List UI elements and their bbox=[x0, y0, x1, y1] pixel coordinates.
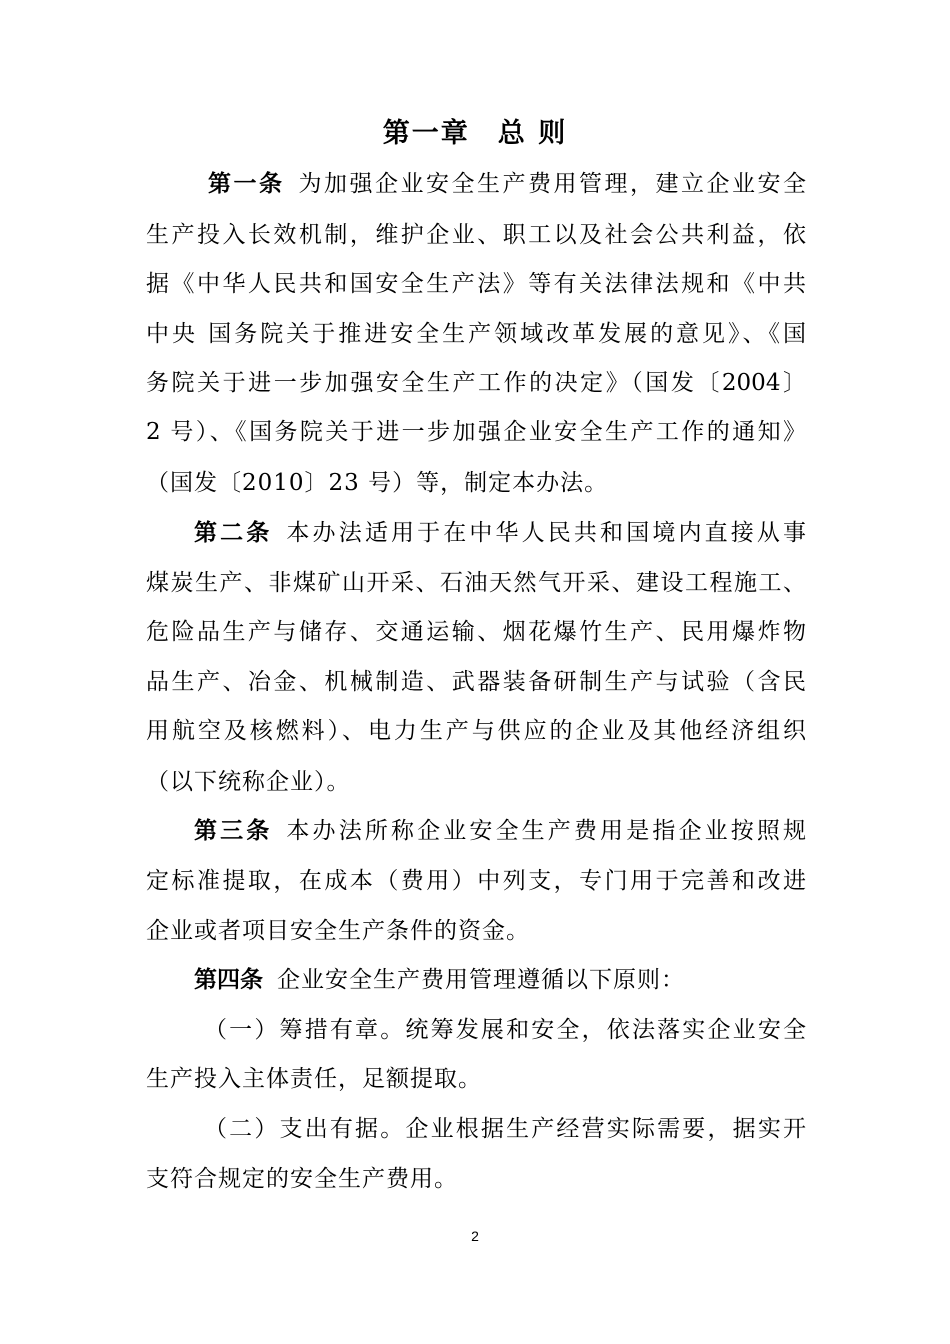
chapter-heading bbox=[0, 112, 950, 156]
article-1-line-4: 中央 国务院关于推进安全生产领域改革发展的意见》、《国 bbox=[146, 321, 806, 347]
article-3-line-2: 定标准提取，在成本（费用）中列支，专门用于完善和改进 bbox=[146, 868, 806, 894]
article-3-line-3: 企业或者项目安全生产条件的资金。 bbox=[146, 918, 530, 944]
chapter-label: 第一章 bbox=[382, 118, 470, 149]
article-4-line-1: 第四条 企业安全生产费用管理遵循以下原则： bbox=[194, 967, 685, 993]
article-2-line-2: 煤炭生产、非煤矿山开采、石油天然气开采、建设工程施工、 bbox=[146, 570, 806, 596]
article-1-line-6: 2 号）、《国务院关于进一步加强企业安全生产工作的通知》 bbox=[146, 419, 806, 445]
article-1-line-1: 第一条 为加强企业安全生产费用管理，建立企业安全 bbox=[208, 171, 806, 197]
article-2-label: 第二条 bbox=[194, 520, 273, 546]
chapter-title: 总 则 bbox=[497, 118, 568, 149]
article-1-line-5: 务院关于进一步加强安全生产工作的决定》（国发〔2004〕 bbox=[146, 370, 806, 396]
principle-2-line-1: （二）支出有据。企业根据生产经营实际需要，据实开 bbox=[204, 1116, 806, 1142]
article-2-line-6: （以下统称企业）。 bbox=[146, 769, 351, 795]
principle-1-line-2: 生产投入主体责任，足额提取。 bbox=[146, 1066, 482, 1092]
article-1-line-2: 生产投入长效机制，维护企业、职工以及社会公共利益，依 bbox=[146, 222, 806, 248]
article-3-label: 第三条 bbox=[194, 818, 273, 844]
article-3-line-1: 第三条 本办法所称企业安全生产费用是指企业按照规 bbox=[194, 818, 807, 844]
article-2-line-4: 品生产、冶金、机械制造、武器装备研制生产与试验（含民 bbox=[146, 669, 806, 695]
principle-2-line-2: 支符合规定的安全生产费用。 bbox=[146, 1166, 458, 1192]
principle-1-line-1: （一）筹措有章。统筹发展和安全，依法落实企业安全 bbox=[204, 1017, 806, 1043]
page-number: 2 bbox=[471, 1228, 479, 1244]
article-2-line-5: 用航空及核燃料）、电力生产与供应的企业及其他经济组织 bbox=[146, 718, 806, 744]
article-2-line-1: 第二条 本办法适用于在中华人民共和国境内直接从事 bbox=[194, 520, 807, 546]
article-4-label: 第四条 bbox=[194, 967, 263, 993]
article-1-line-3: 据《中华人民共和国安全生产法》等有关法律法规和《中共 bbox=[146, 271, 806, 297]
article-1-label: 第一条 bbox=[208, 171, 285, 197]
article-2-line-3: 危险品生产与储存、交通运输、烟花爆竹生产、民用爆炸物 bbox=[146, 619, 806, 645]
article-1-line-7: （国发〔2010〕23 号）等，制定本办法。 bbox=[146, 470, 609, 496]
